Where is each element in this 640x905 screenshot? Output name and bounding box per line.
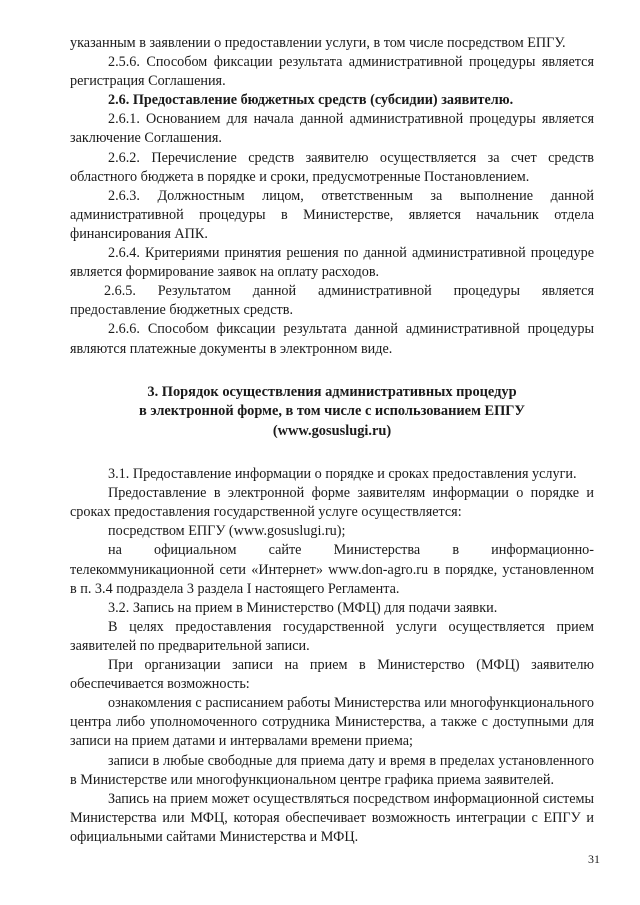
paragraph: 3.1. Предоставление информации о порядке и сроках предоставления услуги. — [108, 466, 577, 483]
paragraph: Предоставление в электронной форме заявителям информации о порядке и сроках предоставления государственной услуге осуществляется: — [70, 485, 594, 521]
subsection-heading: 2.6. Предоставление бюджетных средств (субсидии) заявителю. — [108, 92, 514, 109]
paragraph: 2.5.6. Способом фиксации результата административной процедуры является регистрация Соглашения. — [70, 54, 594, 90]
section-title-line: 3. Порядок осуществления административных процедур — [147, 383, 517, 400]
page-number: 31 — [588, 852, 600, 866]
bottom-paragraphs — [70, 465, 594, 847]
paragraph: 2.6.4. Критериями принятия решения по данной административной процедуре является формирование заявок на оплату расходов. — [70, 245, 594, 281]
top-paragraphs — [70, 34, 594, 359]
paragraph: При организации записи на прием в Министерство (МФЦ) заявителю обеспечивается возможность: — [70, 657, 594, 693]
paragraph: на официальном сайте Министерства в информационно-телекоммуникационной сети «Интернет» www.don-agro.ru в порядке, установленном в п. 3.4 подраздела 3 раздела I настоящего Регламента. — [70, 542, 594, 597]
paragraph: записи в любые свободные для приема дату и время в пределах установленного в Министерстве или многофункциональном центре графика приема заявителей. — [70, 752, 594, 788]
paragraph: 2.6.3. Должностным лицом, ответственным за выполнение данной административной процедуры в Министерстве, является начальник отдела финансирования АПК. — [70, 187, 594, 242]
paragraph: 2.6.6. Способом фиксации результата данной административной процедуры являются платежные документы в электронном виде. — [70, 321, 594, 357]
document-page — [70, 34, 594, 847]
section-title — [70, 383, 594, 442]
section-title-line: в электронной форме, в том числе с использованием ЕПГУ — [139, 403, 525, 420]
paragraph: указанным в заявлении о предоставлении услуги, в том числе посредством ЕПГУ. — [70, 35, 566, 51]
paragraph: 2.6.1. Основанием для начала данной административной процедуры является заключение Соглашения. — [70, 111, 594, 147]
paragraph: 2.6.2. Перечисление средств заявителю осуществляется за счет средств областного бюджета в порядке и сроки, предусмотренные Постановлением. — [70, 149, 594, 185]
paragraph: Запись на прием может осуществляться посредством информационной системы Министерства или МФЦ, которая обеспечивает возможность интеграции с ЕПГУ и официальными сайтами Министерства и МФЦ. — [70, 790, 594, 845]
paragraph: посредством ЕПГУ (www.gosuslugi.ru); — [108, 523, 346, 540]
paragraph: 3.2. Запись на прием в Министерство (МФЦ) для подачи заявки. — [108, 599, 498, 616]
paragraph: В целях предоставления государственной услуги осуществляется прием заявителей по предварительной записи. — [70, 618, 594, 654]
paragraph: ознакомления с расписанием работы Министерства или многофункционального центра либо уполномоченного сотрудника Министерства, а также с доступными для записи на прием датами и интервалами времени приема; — [70, 695, 594, 750]
paragraph: 2.6.5. Результатом данной административной процедуры является предоставление бюджетных средств. — [70, 283, 594, 319]
section-title-line: (www.gosuslugi.ru) — [272, 422, 392, 439]
